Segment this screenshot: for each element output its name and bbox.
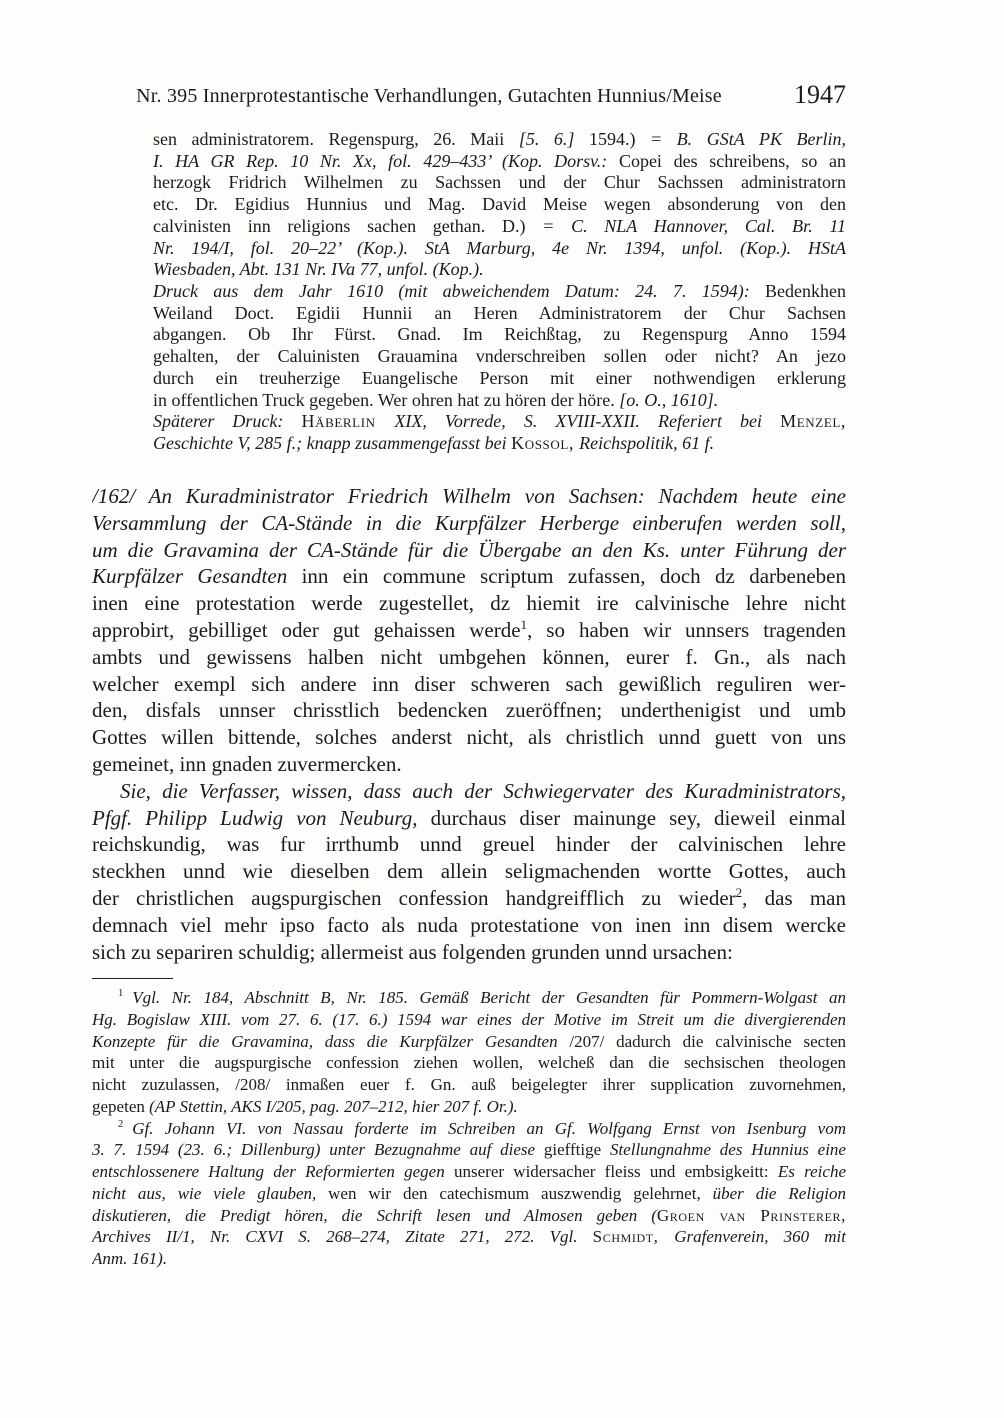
text-run: gemeinet, inn gnaden zuvermercken. [92, 751, 402, 776]
text-line [92, 1009, 846, 1031]
text-line [92, 1161, 846, 1183]
text-run: welcher exempl sich andere inn diser schweren sach gewißlich reguliren wer- [92, 671, 846, 696]
text-run: durch ein treuherzige Euangelische Person mit einer nothwendigen erklerung [153, 367, 846, 388]
text-run: reichskundig, was fur irrthumb unnd greuel hinder der calvinischen lehre [92, 832, 846, 857]
text-run: 2 [735, 884, 743, 900]
text-line [153, 129, 846, 151]
text-run: steckhen unnd wie dieselben dem allein seligmachenden wortte Gottes, auch [92, 859, 846, 884]
source-apparatus-block [153, 129, 846, 455]
text-run: mit unter die augspurgische confession ziehen wollen, welcheß dan die sechsischen theologen [92, 1053, 846, 1073]
text-run: (AP Stettin, AKS I/205, pag. 207–212, hier 207 f. Or.). [149, 1096, 518, 1116]
text-run: Hg. Bogislaw XIII. vom 27. 6. (17. 6.) 1594 war eines der Motive im Streit um die divergierenden [92, 1009, 846, 1029]
text-line [92, 563, 846, 590]
text-line [92, 510, 846, 537]
running-title: Nr. 395 Innerprotestantische Verhandlungen, Gutachten Hunnius/Meise [136, 85, 722, 107]
text-run: sen administratorem. Regenspurg, 26. Maii [153, 129, 519, 149]
text-run: Konzepte für die Gravamina, dass die Kurpfälzer Gesandten [92, 1031, 570, 1051]
text-run: den, disfals unnser chrisstlich bedencken zueröffnen; underthenigist und umb [92, 698, 846, 723]
text-line [153, 324, 846, 346]
text-line [92, 1118, 846, 1140]
text-run: , das man [742, 885, 846, 910]
text-line [92, 671, 846, 698]
text-run: in offentlichen Truck gegeben. Wer ohren hat zu hören der höre. [153, 389, 620, 410]
text-line [153, 390, 846, 412]
text-line [92, 778, 846, 805]
text-run: um die Gravamina der CA-Stände für die Übergabe an den Ks. unter Führung der [92, 537, 846, 562]
text-run: abgangen. Ob Ihr Fürst. Gnad. Im Reichßtag, zu Regenspurg Anno 1594 [153, 324, 846, 345]
text-line [92, 939, 846, 966]
text-run: Gottes willen bittende, solches anderst nicht, als christlich unnd guett von uns [92, 725, 846, 750]
text-line [153, 238, 846, 260]
text-run: Bedenkhen [765, 281, 846, 302]
text-line [92, 1074, 846, 1096]
text-run: Sie, die Verfasser, wissen, dass auch der Schwiegervater des Kuradministrators, [120, 778, 846, 803]
text-run: der christlichen augspurgischen confession handgreifflich zu wieder [92, 885, 736, 910]
text-line [92, 751, 846, 778]
text-line [153, 433, 846, 455]
text-run: entschlossenere Haltung der Reformierten gegen [92, 1162, 454, 1181]
text-run: I. HA GR Rep. 10 Nr. Xx, fol. 429–433’ (Kop. Dorsv.: [153, 150, 619, 171]
main-text-block [92, 483, 846, 965]
text-run: Menzel, [780, 411, 846, 432]
text-line [92, 885, 846, 912]
text-run: unserer widersacher fleiss und embsigkeitt: [454, 1162, 778, 1181]
text-run: Häberlin [301, 411, 395, 432]
text-line [92, 912, 846, 939]
text-run: inen eine protestation werde zugestellet, dz hiemit ire calvinische lehre nicht [92, 591, 846, 616]
text-line [92, 617, 846, 644]
text-run: Stellungnahme des Hunnius eine [609, 1140, 846, 1160]
text-line [153, 216, 846, 238]
text-line [92, 1096, 846, 1118]
text-run: 1 [118, 988, 124, 1000]
text-run: gepeten [92, 1096, 150, 1116]
page-header [92, 76, 846, 109]
text-run: Versammlung der CA-Stände in die Kurpfälzer Herberge einberufen werden soll, [92, 510, 846, 535]
text-run: Gf. Johann VI. von Nassau forderte im Schreiben an Gf. Wolfgang Ernst von Isenburg vom [132, 1118, 846, 1138]
text-run: /207/ dadurch die calvinische secten [569, 1031, 846, 1051]
text-run: herzogk Fridrich Wilhelmen zu Sachssen und der Chur Sachssen administratorn [153, 172, 846, 193]
footnotes-block [92, 987, 846, 1270]
text-line [153, 346, 846, 368]
text-run: etc. Dr. Egidius Hunnius und Mag. David Meise wegen absonderung von den [153, 194, 846, 215]
text-run: durchaus diser mainunge sey, dieweil einmal [430, 805, 846, 830]
text-run: giefftige [543, 1140, 610, 1160]
text-run: Späterer Druck: [153, 411, 302, 432]
text-run: 1 [520, 616, 528, 632]
text-line [92, 831, 846, 858]
text-line [92, 1183, 846, 1205]
text-run: Druck aus dem Jahr 1610 (mit abweichendem Datum: 24. 7. 1594): [153, 281, 766, 302]
text-run: Weiland Doct. Egidii Hunnii an Heren Administratorem der Chur Sachsen [153, 302, 846, 323]
text-run: gehalten, der Caluinisten Grauamina vnderschreiben sollen oder nicht? An jezo [153, 346, 846, 367]
text-line [92, 483, 846, 510]
text-line [92, 1139, 846, 1161]
text-line [153, 281, 846, 303]
text-run: demnach viel mehr ipso facto als nuda protestatione von inen inn disem wercke [92, 912, 846, 937]
text-run: wen wir den catechismum auszwendig gelehrnet, [328, 1183, 713, 1203]
text-run: ambts und gewissens halben nicht umbgehen können, eurer f. Gn., als nach [92, 644, 846, 669]
text-line [92, 1226, 846, 1248]
text-run: Archives II/1, Nr. CXVI S. 268–274, Zitate 271, 272. Vgl. [92, 1227, 593, 1247]
text-run: Nr. 194/I, fol. 20–22’ (Kop.). StA Marburg, 4e Nr. 1394, unfol. (Kop.). HStA [153, 237, 846, 258]
text-line [92, 697, 846, 724]
page-number: 1947 [794, 80, 846, 109]
text-run: Schmidt, [592, 1227, 675, 1247]
text-line [92, 1031, 846, 1053]
text-run: [5. 6.] [518, 129, 589, 149]
text-run: approbirt, gebilliget oder gut gehaissen werde [92, 617, 521, 642]
text-line [92, 1248, 846, 1270]
text-run: XIX, Vorrede, S. XVIII-XXII. Referiert bei [394, 411, 781, 432]
text-run: Kurpfälzer Gesandten [92, 564, 302, 589]
text-run: Wiesbaden, Abt. 131 Nr. IVa 77, unfol. (Kop.). [153, 259, 484, 280]
text-run: calvinisten inn religions sachen gethan. D.) [153, 215, 543, 236]
text-line [153, 194, 846, 216]
text-run: Anm. 161). [92, 1249, 168, 1268]
text-run: 2 [118, 1118, 124, 1130]
text-line [92, 858, 846, 885]
text-run: über die Religion [712, 1183, 846, 1203]
text-run: = B. GStA PK Berlin, [650, 129, 846, 149]
text-run: inn ein commune scriptum zufassen, doch dz darbeneben [301, 564, 846, 589]
text-run: nicht aus, wie viele glauben, [92, 1183, 329, 1203]
text-line [92, 590, 846, 617]
text-run: nicht zuzulassen, /208/ inmaßen euer f. Gn. auß beigelegter ihrer supplication zuvornehmen, [92, 1075, 846, 1094]
text-line [153, 151, 846, 173]
text-run: Geschichte V, 285 f.; knapp zusammengefasst bei [153, 433, 512, 454]
text-line [92, 1052, 846, 1074]
text-line [153, 411, 846, 433]
text-line [92, 724, 846, 751]
text-run: Vgl. Nr. 184, Abschnitt B, Nr. 185. Gemäß Bericht der Gesandten für Pommern-Wolgast an [132, 988, 846, 1007]
text-run: diskutieren, die Predigt hören, die Schrift lesen und Almosen geben ( [92, 1205, 657, 1225]
text-line [92, 644, 846, 671]
text-line [153, 303, 846, 325]
text-run: sich zu separiren schuldig; allermeist aus folgenden grunden unnd ursachen: [92, 939, 733, 964]
text-run: Groen van Prinsterer, [656, 1205, 846, 1225]
text-run: 1594.) [588, 129, 650, 149]
text-line [92, 1205, 846, 1227]
text-run: [o. O., 1610]. [619, 389, 719, 410]
text-run: 3. 7. 1594 (23. 6.; Dillenburg) unter Bezugnahme auf diese [92, 1140, 544, 1160]
text-line [153, 172, 846, 194]
text-line [153, 259, 846, 281]
text-run: Reichspolitik, 61 f. [579, 433, 715, 454]
text-run: Copei des schreibens, so an [618, 150, 846, 171]
text-run: Es reiche [777, 1162, 846, 1181]
text-run: Kossol, [511, 433, 580, 454]
text-run: Grafenverein, 360 mit [674, 1227, 846, 1247]
text-line [92, 805, 846, 832]
text-run: = C. NLA Hannover, Cal. Br. 11 [542, 215, 846, 236]
text-line [153, 368, 846, 390]
text-run: /162/ An Kuradministrator Friedrich Wilhelm von Sachsen: Nachdem heute eine [92, 484, 846, 508]
footnote-separator [92, 978, 173, 979]
text-line [92, 987, 846, 1009]
text-run: Pfgf. Philipp Ludwig von Neuburg, [92, 805, 431, 830]
text-run: , so haben wir unnsers tragenden [527, 617, 846, 642]
text-line [92, 537, 846, 564]
